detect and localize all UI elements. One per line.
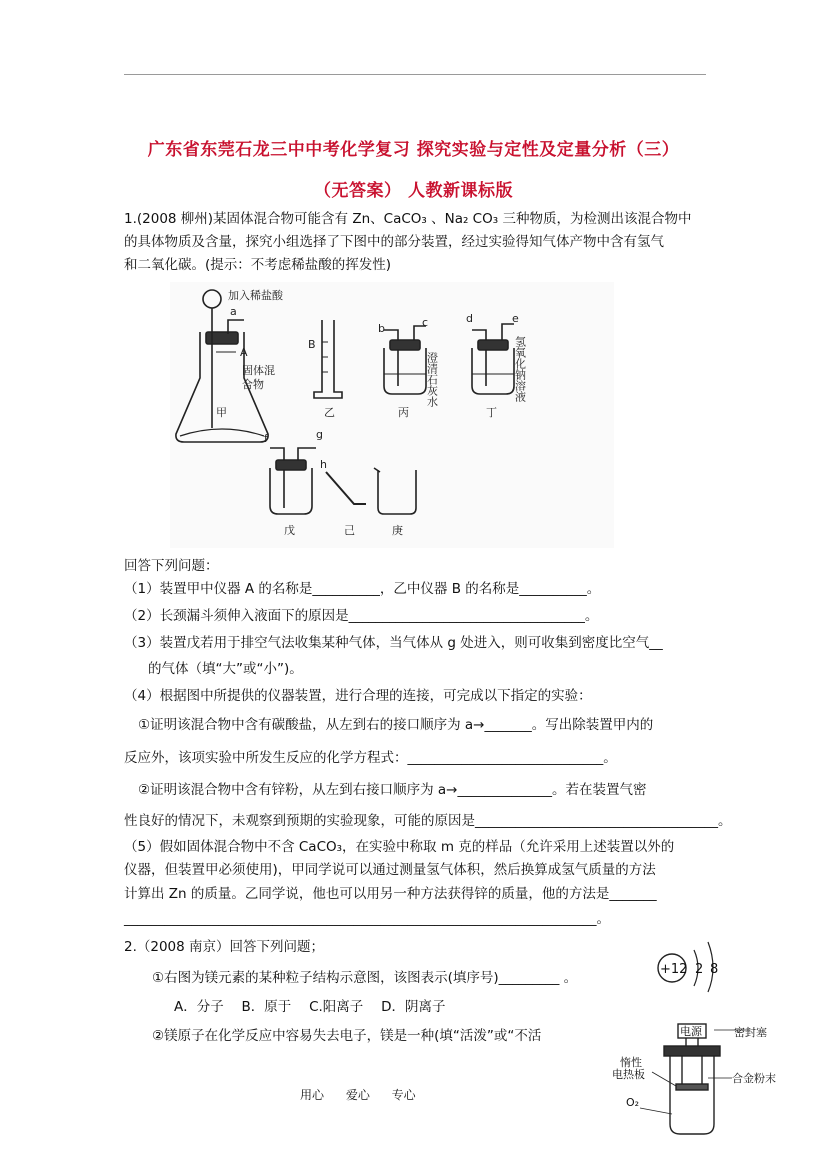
name-jia: 甲 [216,406,227,419]
q1-intro-line-1: 1.(2008 柳州)某固体混合物可能含有 Zn、CaCO₃ 、Na₂ CO₃ 三种物质，为检测出该混合物中 [124,211,692,227]
leads [682,1038,702,1084]
naoh-label: 氢氧化钠溶液 [513,336,527,402]
heater-label-1: 惰性 [620,1056,642,1069]
q1-intro-line-2: 的具体物质及含量，探究小组选择了下图中的部分装置，经过实验得知气体产物中含有氢气 [124,234,664,250]
seal-plug [664,1046,720,1056]
q1-part-3-cont: 的气体（填“大”或“小”)。 [148,661,303,677]
q1-part-5-cont-2: 计算出 Zn 的质量。乙同学说，他也可以用另一种方法获得锌的质量，他的方法是_______ [124,886,657,902]
port-h: h [320,458,327,471]
header-rule [124,74,706,75]
q2-part-1: ①右图为镁元素的某种粒子结构示意图，该图表示(填序号)_________ 。 [152,970,578,986]
flask-stopper [206,332,238,344]
apparatus-figure [170,282,614,548]
magnesium-ion-diagram [648,938,728,996]
name-yi: 乙 [324,406,335,419]
combustion-apparatus [600,1020,788,1148]
name-ding: 丁 [486,406,497,419]
q1-part-4-1: ①证明该混合物中含有碳酸盐，从左到右的接口顺序为 a→_______。写出除装置甲内的 [138,717,654,733]
page-subtitle: （无答案） 人教新课标版 [314,181,513,201]
hot-plate [676,1084,708,1090]
gas-label: O₂ [626,1096,640,1109]
q1-answer-prompt: 回答下列问题： [124,558,219,574]
name-ji: 己 [344,524,355,537]
q2-options: A．分子 B．原于 C.阳离子 D．阴离子 [174,999,446,1015]
jar [670,1054,714,1134]
q2-heading: 2.（2008 南京）回答下列问题； [124,939,325,955]
q1-part-3: （3）装置戊若用于排空气法收集某种气体，当气体从 g 处进入，则可收集到密度比空气__ [124,635,663,651]
q1-part-1: （1）装置甲中仪器 A 的名称是__________，乙中仪器 B 的名称是__________。 [124,581,601,597]
port-b: b [378,322,385,335]
port-c: c [422,316,429,329]
q1-part-4: （4）根据图中所提供的仪器装置，进行合理的连接，可完成以下指定的实验： [124,688,592,704]
port-f: f [264,432,268,445]
footer-signature: 用心 爱心 专心 [300,1088,416,1102]
q1-part-5-answer-line: ______________________________________________________________________。 [124,911,610,927]
heater-label-2: 电热板 [612,1068,645,1081]
figure-background [170,282,614,548]
solid-label-1: 固体混 [242,364,275,377]
label-B: B [308,338,316,351]
port-e: e [512,312,519,325]
bing-stopper [390,340,420,350]
wu-stopper [276,460,306,470]
q1-part-2: （2）长颈漏斗须伸入液面下的原因是___________________________________。 [124,608,599,624]
q1-part-4-1-cont: 反应外，该项实验中所发生反应的化学方程式：_____________________________。 [124,750,617,766]
port-a: a [230,305,237,318]
page-title: 广东省东莞石龙三中中考化学复习 探究实验与定性及定量分析（三） [147,140,680,160]
powder-label: 合金粉末 [732,1072,776,1085]
q1-part-4-2: ②证明该混合物中含有锌粉，从左到右接口顺序为 a→______________。若在装置气密 [138,782,647,798]
q2-part-2: ②镁原子在化学反应中容易失去电子，镁是一种(填“活泼”或“不活 [152,1028,542,1044]
ding-stopper [478,340,508,350]
shell-1-count: 2 [695,962,704,977]
port-d: d [466,312,473,325]
gas-pointer [640,1108,672,1114]
limewater-label: 澄清石灰水 [425,352,439,407]
q1-part-5-cont-1: 仪器，但装置甲必须使用)，甲同学说可以通过测量氢气体积，然后换算成氢气质量的方法 [124,862,656,878]
name-bing: 丙 [398,406,409,419]
name-geng: 庚 [392,524,403,537]
label-A: A [240,346,248,359]
seal-label: 密封塞 [734,1026,767,1039]
q1-part-5: （5）假如固体混合物中不含 CaCO₃，在实验中称取 m 克的样品（允许采用上述装置以外的 [124,839,675,855]
power-label: 电源 [680,1025,702,1038]
funnel-label: 加入稀盐酸 [228,289,283,302]
shell-2-count: 8 [710,962,719,977]
heater-pointer [652,1072,676,1086]
nucleus-charge: +12 [660,962,688,977]
solid-label-2: 合物 [242,378,264,391]
q1-intro-line-3: 和二氧化碳。(提示：不考虑稀盐酸的挥发性) [124,257,392,273]
port-g: g [316,428,323,441]
q1-part-4-2-cont: 性良好的情况下，未观察到预期的实验现象，可能的原因是____________________________________。 [124,813,732,829]
name-wu: 戊 [284,524,295,537]
